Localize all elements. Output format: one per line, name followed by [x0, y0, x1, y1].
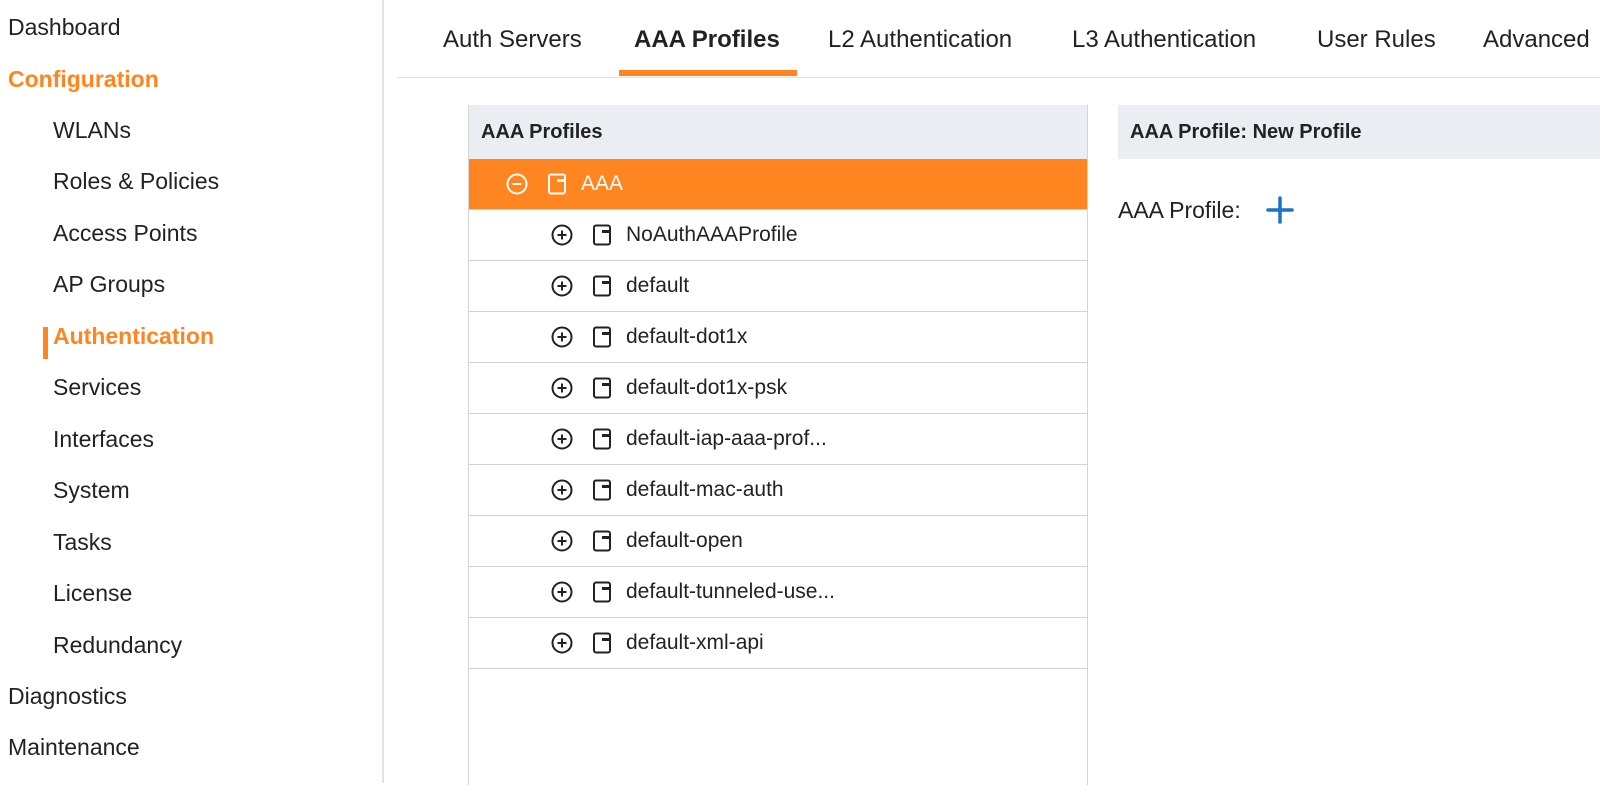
document-icon [545, 172, 569, 196]
document-icon [590, 580, 614, 604]
tree-item-label: default [626, 274, 690, 297]
sidebar-item-access-points[interactable]: Access Points [53, 220, 198, 246]
sidebar-item-license[interactable]: License [53, 580, 133, 606]
collapse-icon[interactable] [505, 172, 529, 196]
document-icon [590, 325, 614, 349]
plus-icon[interactable] [1265, 195, 1295, 225]
tree-item[interactable] [469, 567, 1087, 618]
tree-item[interactable] [469, 516, 1087, 567]
expand-icon[interactable] [550, 274, 574, 298]
sidebar-item-interfaces[interactable]: Interfaces [53, 426, 154, 452]
tree-item-label: default-iap-aaa-prof... [626, 427, 827, 450]
sidebar-item-ap-groups[interactable]: AP Groups [53, 271, 166, 297]
tree-item[interactable] [469, 363, 1087, 414]
document-icon [590, 478, 614, 502]
tree-item-label: NoAuthAAAProfile [626, 223, 798, 246]
nav-diagnostics[interactable]: Diagnostics [8, 683, 127, 709]
tree-root-label: AAA [581, 172, 624, 195]
tree-item[interactable] [469, 312, 1087, 363]
sidebar-nav [0, 0, 384, 783]
tree-item-label: default-dot1x [626, 325, 748, 348]
document-icon [590, 376, 614, 400]
sidebar-item-wlans[interactable]: WLANs [53, 117, 131, 143]
tab-aaa-profiles[interactable]: AAA Profiles [634, 26, 780, 53]
active-tab-underline [619, 70, 797, 76]
tab-auth-servers[interactable]: Auth Servers [443, 26, 582, 53]
tab-l2-authentication[interactable]: L2 Authentication [828, 26, 1013, 53]
active-indicator [43, 327, 48, 359]
document-icon [590, 529, 614, 553]
nav-dashboard[interactable]: Dashboard [8, 14, 121, 40]
sidebar-item-roles-policies[interactable]: Roles & Policies [53, 168, 220, 194]
tab-l3-authentication[interactable]: L3 Authentication [1072, 26, 1257, 53]
tree-item-label: default-dot1x-psk [626, 376, 788, 399]
tree-item[interactable] [469, 465, 1087, 516]
expand-icon[interactable] [550, 376, 574, 400]
document-icon [590, 223, 614, 247]
tree-root-aaa[interactable] [469, 159, 1087, 210]
expand-icon[interactable] [550, 631, 574, 655]
nav-configuration[interactable]: Configuration [8, 66, 159, 92]
tab-bar [397, 0, 1600, 78]
panel-title: AAA Profile: New Profile [1118, 105, 1600, 159]
tree-item-label: default-mac-auth [626, 478, 784, 501]
tab-advanced[interactable]: Advanced [1483, 26, 1590, 53]
sidebar-item-authentication[interactable]: Authentication [53, 323, 214, 349]
aaa-profile-field [1118, 195, 1295, 225]
expand-icon[interactable] [550, 478, 574, 502]
tree-item[interactable] [469, 210, 1087, 261]
nav-maintenance[interactable]: Maintenance [8, 734, 140, 760]
tree-item-label: default-open [626, 529, 743, 552]
expand-icon[interactable] [550, 325, 574, 349]
tab-user-rules[interactable]: User Rules [1317, 26, 1436, 53]
tree-item[interactable] [469, 414, 1087, 465]
tree-item[interactable] [469, 261, 1087, 312]
tree-item[interactable] [469, 618, 1087, 669]
profile-detail-panel [1118, 105, 1600, 785]
document-icon [590, 274, 614, 298]
expand-icon[interactable] [550, 580, 574, 604]
sidebar-item-services[interactable]: Services [53, 374, 142, 400]
panel-title: AAA Profiles [469, 105, 1087, 159]
aaa-profiles-panel [468, 105, 1088, 785]
document-icon [590, 631, 614, 655]
sidebar-item-system[interactable]: System [53, 477, 130, 503]
field-label: AAA Profile: [1118, 196, 1241, 223]
document-icon [590, 427, 614, 451]
tree-item-label: default-xml-api [626, 631, 764, 654]
expand-icon[interactable] [550, 223, 574, 247]
sidebar-item-redundancy[interactable]: Redundancy [53, 632, 183, 658]
sidebar-item-tasks[interactable]: Tasks [53, 529, 112, 555]
tree-item-label: default-tunneled-use... [626, 580, 835, 603]
expand-icon[interactable] [550, 529, 574, 553]
expand-icon[interactable] [550, 427, 574, 451]
